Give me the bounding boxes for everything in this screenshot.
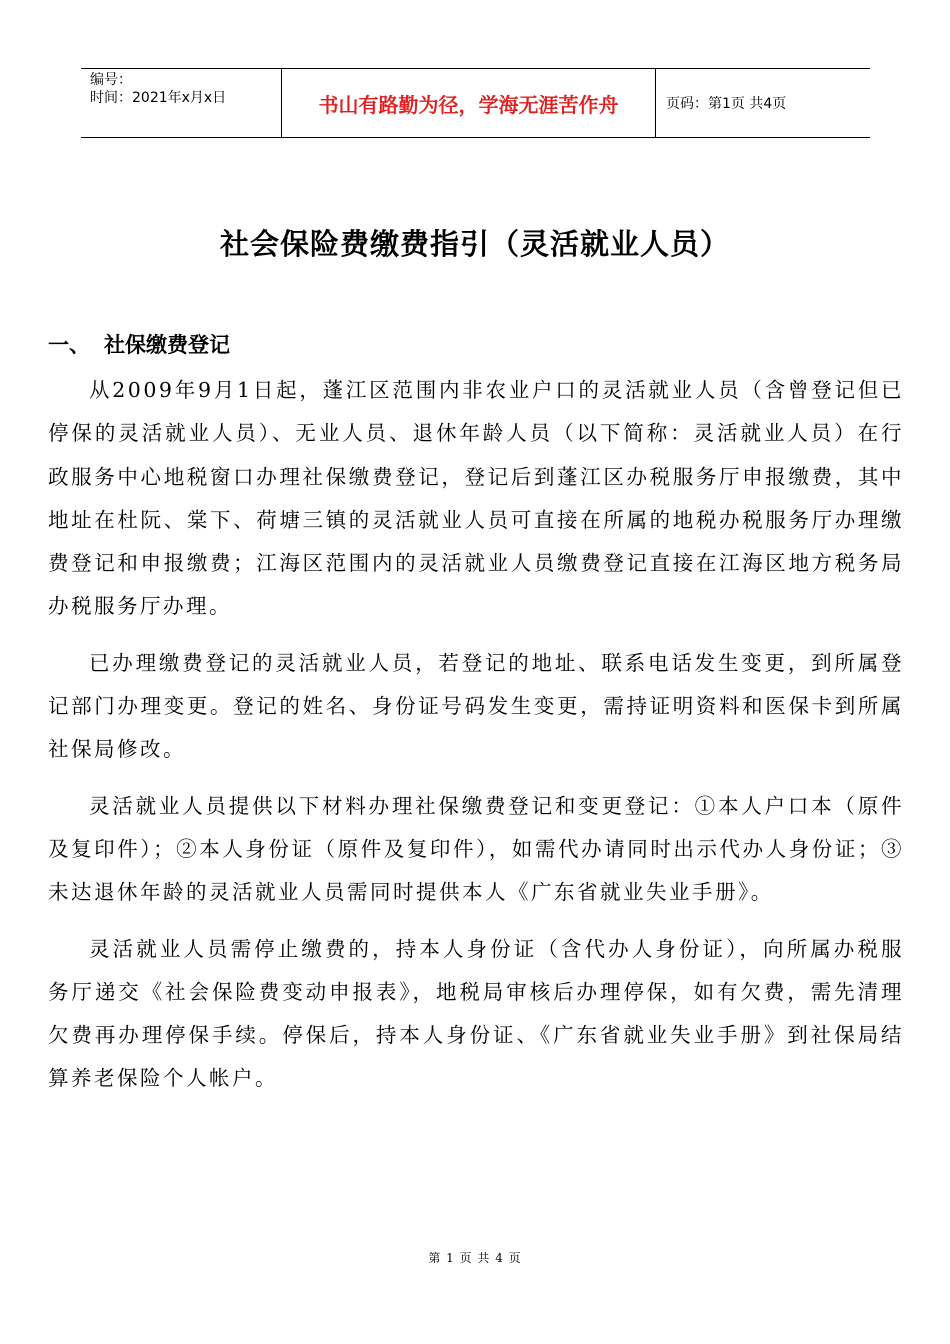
paragraph: 从2009年9月1日起，蓬江区范围内非农业户口的灵活就业人员（含曾登记但已停保的灵活就业人员）、无业人员、退休年龄人员（以下简称：灵活就业人员）在行政服务中心地税窗口办理社保缴费登记，登记后到蓬江区办税服务厅申报缴费，其中地址在杜阮、棠下、荷塘三镇的灵活就业人员可直接在所属的地税办税服务厅办理缴费登记和申报缴费；江海区范围内的灵活就业人员缴费登记直接在江海区地方税务局办税服务厅办理。: [48, 378, 904, 619]
page-header: [81, 68, 870, 138]
paragraph: 灵活就业人员提供以下材料办理社保缴费登记和变更登记：①本人户口本（原件及复印件）；②本人身份证（原件及复印件），如需代办请同时出示代办人身份证；③未达退休年龄的灵活就业人员需同时提供本人《广东省就业失业手册》。: [48, 793, 904, 905]
document-title: 社会保险费缴费指引（灵活就业人员）: [219, 227, 730, 261]
header-motto: 书山有路勤为径，学海无涯苦作舟: [282, 69, 656, 137]
section-title: 社保缴费登记: [104, 333, 230, 357]
header-number-label: 编号：: [90, 72, 132, 88]
page-footer: 第 1 页 共 4 页: [428, 1251, 522, 1265]
paragraph: 灵活就业人员需停止缴费的，持本人身份证（含代办人身份证），向所属办税服务厅递交《社会保险费变动申报表》，地税局审核后办理停保，如有欠费，需先清理欠费再办理停保手续。停保后，持本人身份证、《广东省就业失业手册》到社保局结算养老保险个人帐户。: [48, 936, 904, 1091]
section-heading: [48, 329, 230, 359]
header-meta: [81, 69, 282, 137]
header-date-label: 时间：2021年x月x日: [90, 90, 227, 106]
paragraph: 已办理缴费登记的灵活就业人员，若登记的地址、联系电话发生变更，到所属登记部门办理变更。登记的姓名、身份证号码发生变更，需持证明资料和医保卡到所属社保局修改。: [48, 650, 904, 762]
section-number: 一、: [48, 333, 90, 357]
header-page-label: 页码：第1页 共4页: [666, 96, 787, 112]
body-text: [48, 369, 904, 1114]
